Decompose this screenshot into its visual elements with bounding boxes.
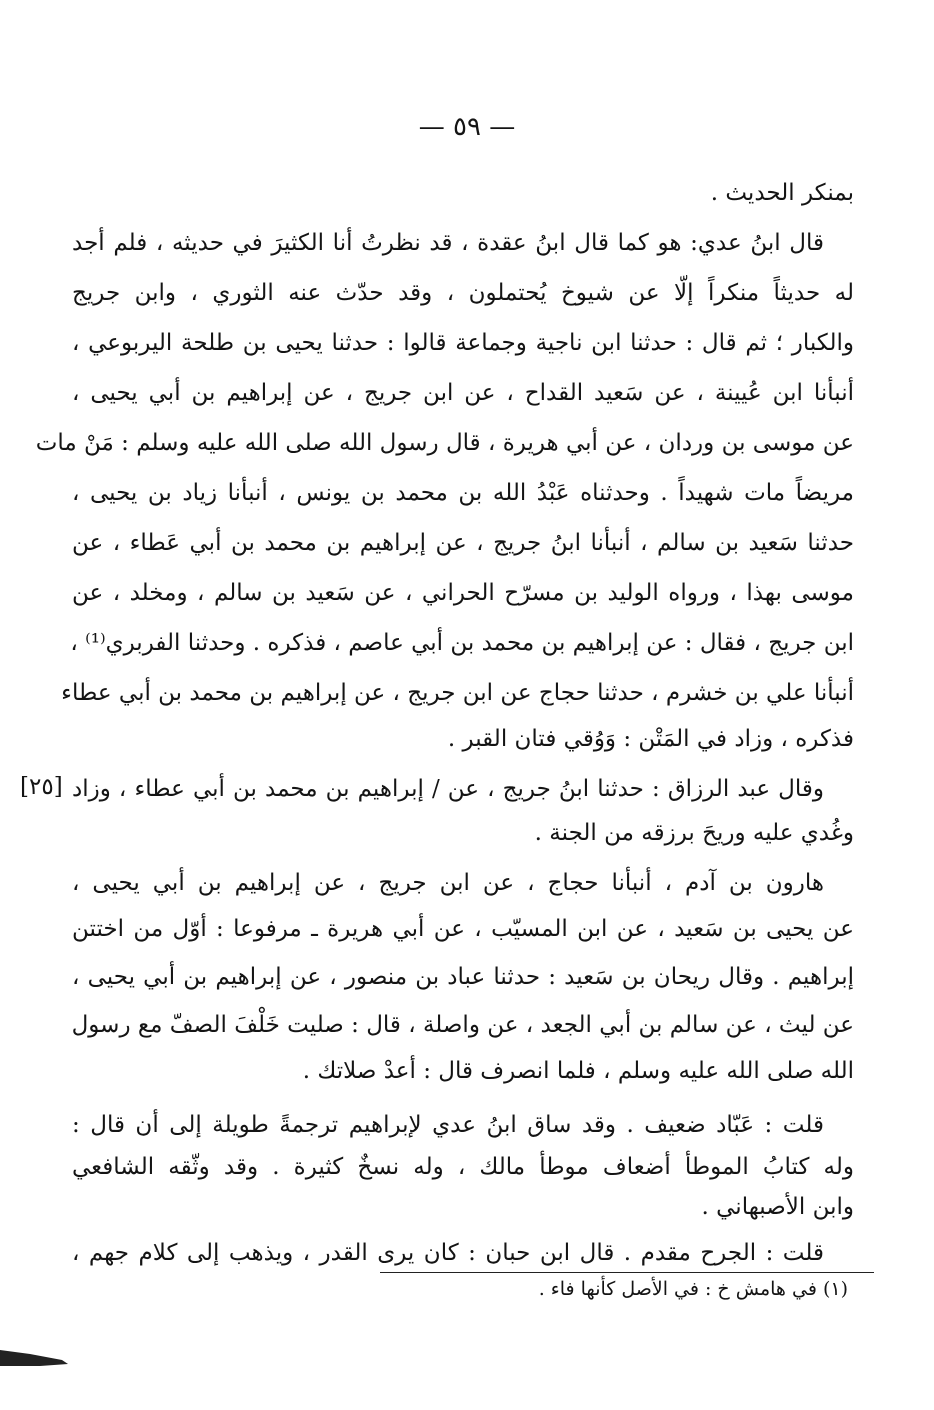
text-line: أنبأنا ابن عُيينة ، عن سَعيد القداح ، عن ابن جريج ، عن إبراهيم بن أبي يحيى ، (72, 380, 854, 406)
text-line: والكبار ؛ ثم قال : حدثنا ابن ناجية وجماعة قالوا : حدثنا يحيى بن طلحة اليربوعي ، (72, 330, 854, 356)
page-number: — ٥٩ — (418, 112, 516, 142)
text-line: عن ليث ، عن سالم بن أبي الجعد ، عن واصلة ، قال : صليت خَلْفَ الصفّ مع رسول (71, 1012, 854, 1038)
footnote: (١) في هامش خ : في الأصل كأنها فاء . (538, 1278, 848, 1300)
text-line: قال ابنُ عدي: هو كما قال ابنُ عقدة ، قد نظرتُ أنا الكثيرَ في حديثه ، فلم أجد (72, 230, 824, 256)
text-line: هارون بن آدم ، أنبأنا حجاج ، عن ابن جريج ، عن إبراهيم بن أبي يحيى ، (72, 870, 824, 896)
text-line: وابن الأصبهاني . (701, 1194, 854, 1220)
text-line: وغُدي عليه وريحَ برزقه من الجنة . (534, 820, 854, 846)
text-line: إبراهيم . وقال ريحان بن سَعيد : حدثنا عباد بن منصور ، عن إبراهيم بن أبي يحيى ، (72, 964, 854, 990)
text-line: بمنكر الحديث . (710, 180, 854, 206)
text-line: عن يحيى بن سَعيد ، عن ابن المسيّب ، عن أبي هريرة ـ مرفوعا : أوّل من اختتن (72, 916, 854, 942)
text-line: وله كتابُ الموطأ أضعاف موطأ مالك ، وله نسخٌ كثيرة . وقد وثّقه الشافعي (72, 1154, 854, 1180)
text-line: وقال عبد الرزاق : حدثنا ابنُ جريج ، عن / إبراهيم بن محمد بن أبي عطاء ، وزاد (72, 776, 824, 802)
text-line: ابن جريج ، فقال : عن إبراهيم بن محمد بن أبي عاصم ، فذكره . وحدثنا الفربري⁽¹⁾ ، (70, 630, 854, 656)
text-line: له حديثاً منكراً إلّا عن شيوخ يُحتملون ، وقد حدّث عنه الثوري ، وابن جريج (72, 280, 854, 306)
text-line: عن موسى بن وردان ، عن أبي هريرة ، قال رسول الله صلى الله عليه وسلم : مَنْ مات (35, 430, 854, 456)
margin-folio-reference: [٢٥] (20, 774, 63, 800)
footnote-rule (380, 1272, 874, 1273)
text-line: الله صلى الله عليه وسلم ، فلما انصرف قال : أعدْ صلاتك . (302, 1058, 854, 1084)
text-line: مريضاً مات شهيداً . وحدثناه عَبْدُ الله بن محمد بن يونس ، أنبأنا زياد بن يحيى ، (72, 480, 854, 506)
text-line: قلت : الجرح مقدم . قال ابن حبان : كان يرى القدر ، ويذهب إلى كلام جهم ، (72, 1240, 824, 1266)
text-line: موسى بهذا ، ورواه الوليد بن مسرّح الحراني ، عن سَعيد بن سالم ، ومخلد ، عن (72, 580, 854, 606)
text-line: فذكره ، وزاد في المَتْن : وَوُقي فتان القبر . (447, 726, 854, 752)
text-line: حدثنا سَعيد بن سالم ، أنبأنا ابنُ جريج ، عن إبراهيم بن محمد بن أبي عَطاء ، عن (72, 530, 854, 556)
text-line: أنبأنا علي بن خشرم ، حدثنا حجاج عن ابن جريج ، عن إبراهيم بن محمد بن أبي عطاء (61, 680, 854, 706)
scan-ink-mark (0, 1346, 70, 1368)
text-line: قلت : عَبّاد ضعيف . وقد ساق ابنُ عدي لإبراهيم ترجمةً طويلة إلى أن قال : (72, 1112, 824, 1138)
